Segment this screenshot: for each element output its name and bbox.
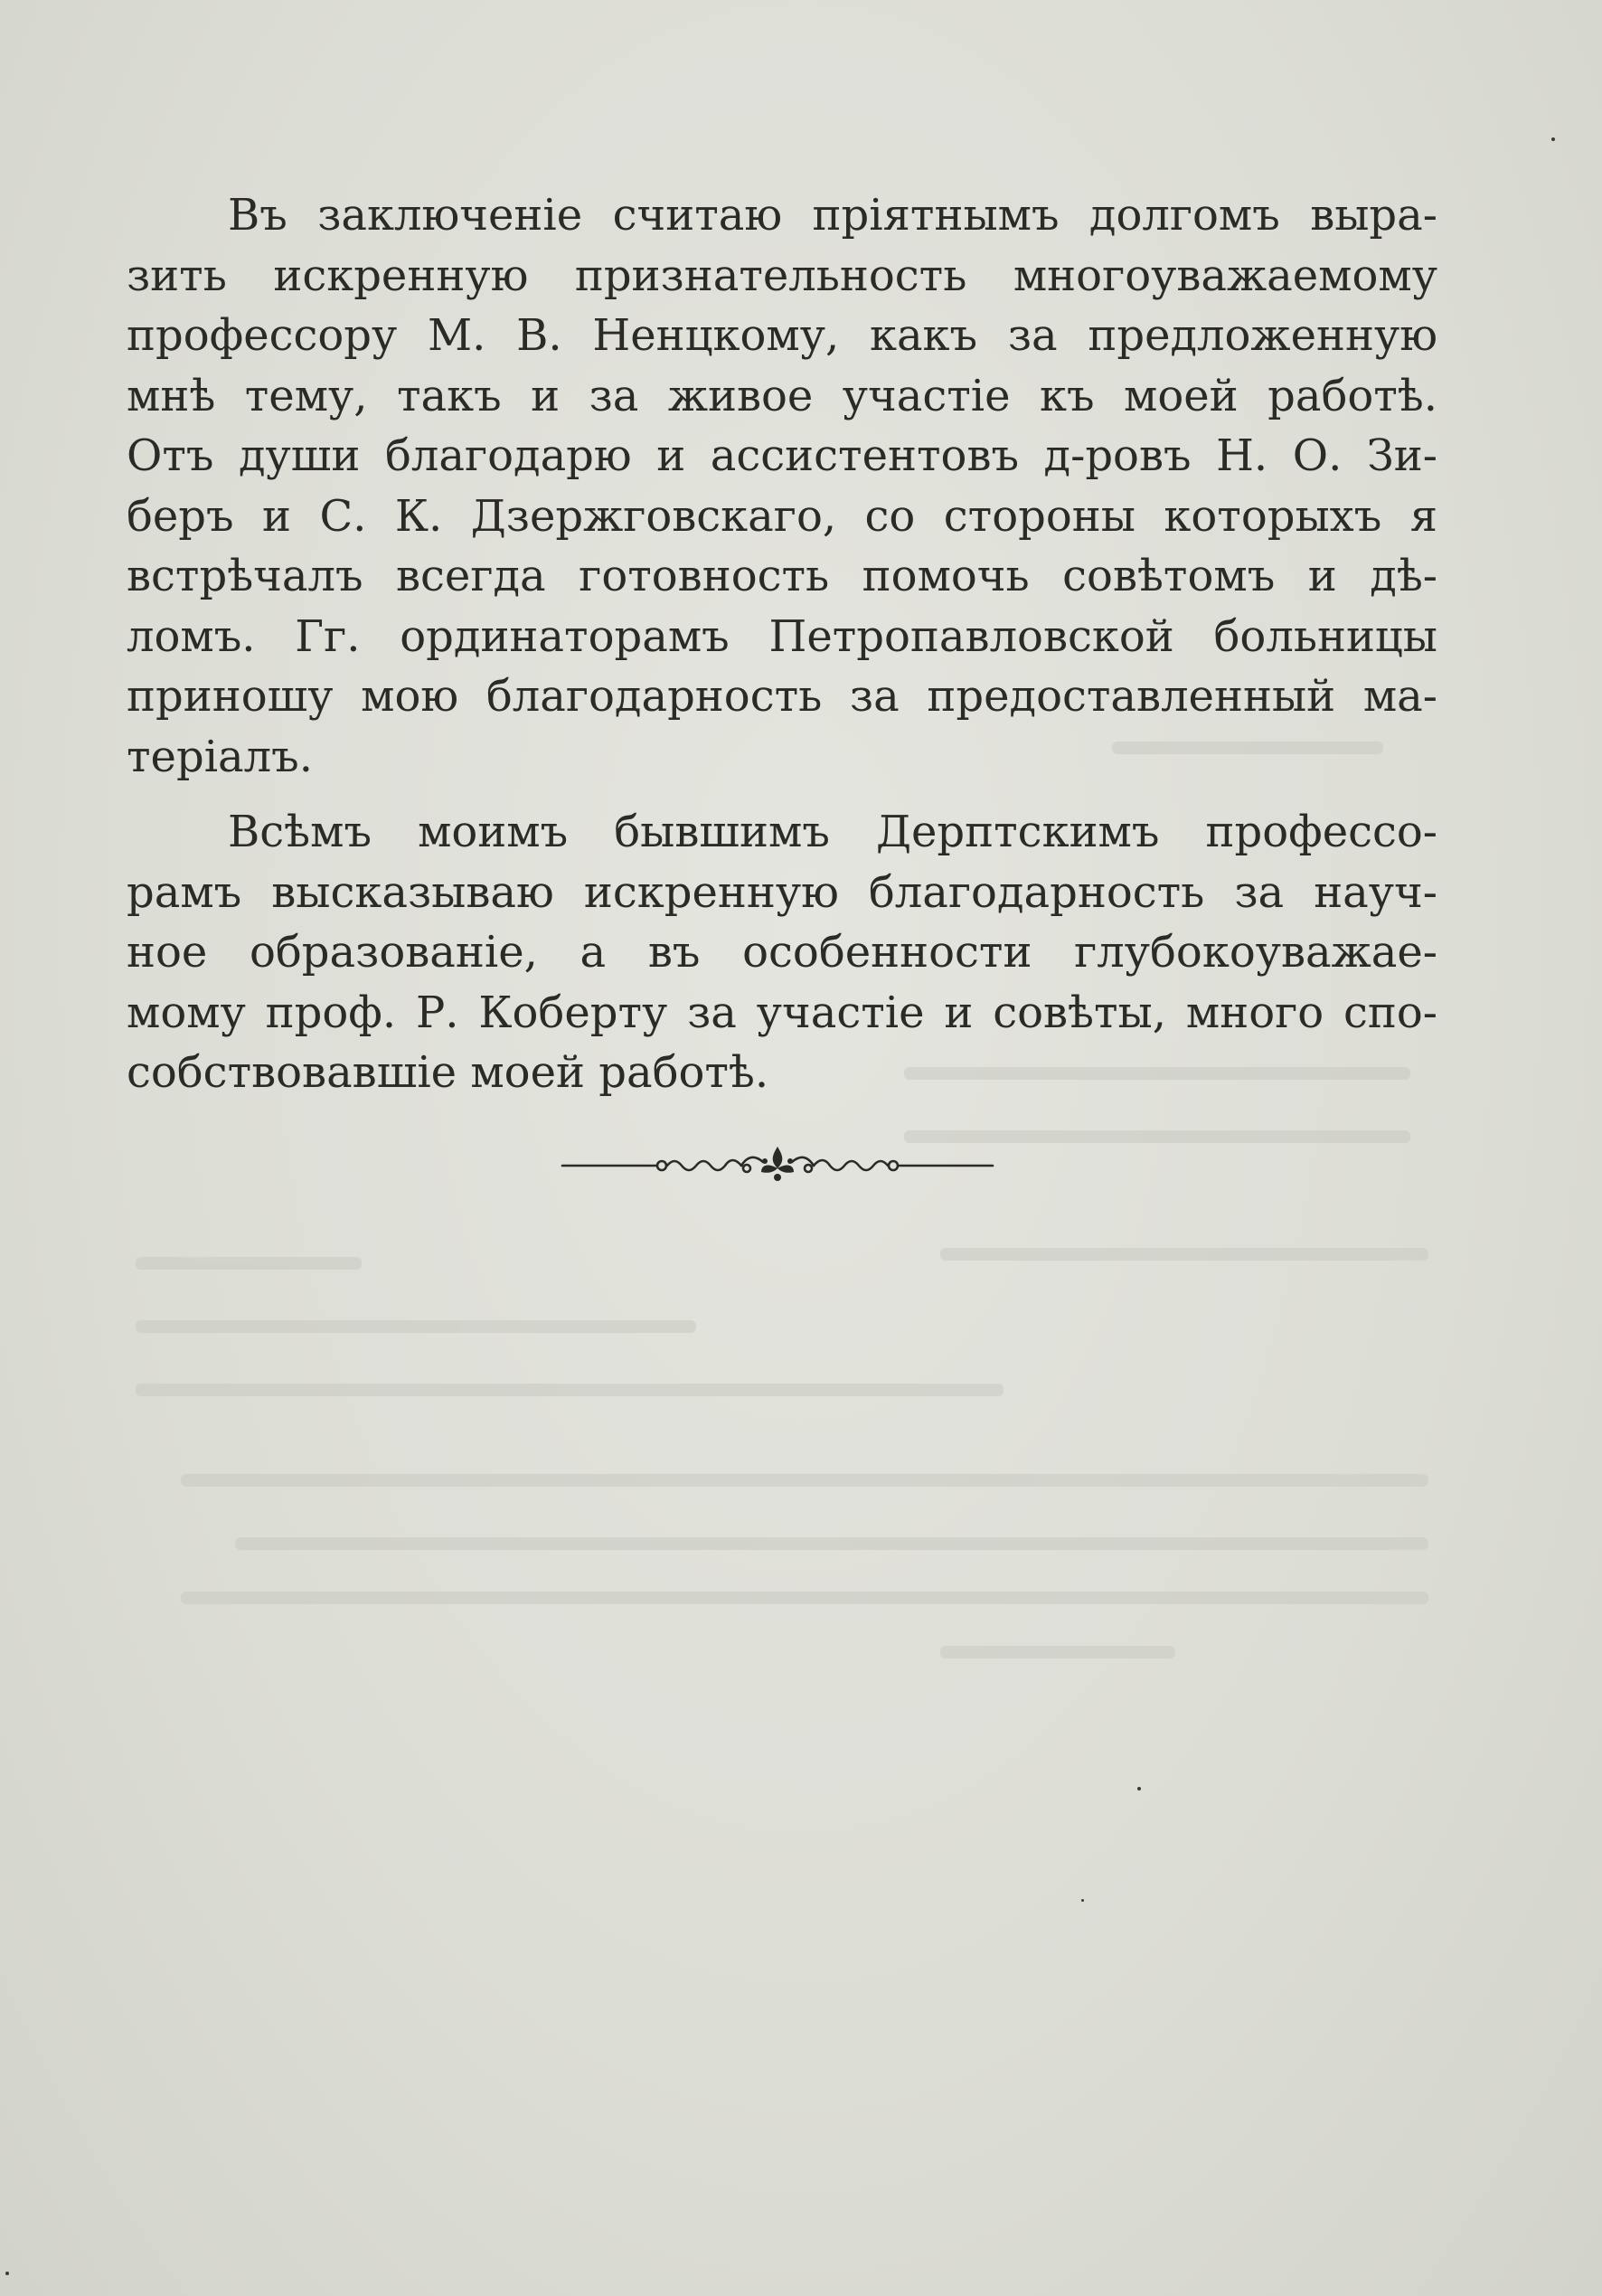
text-line: теріалъ. <box>127 731 313 782</box>
text-line: ное образованіе, а въ особенности глубокоуважае- <box>127 927 1437 978</box>
text-line: собствовавшіе моей работѣ. <box>127 1047 769 1098</box>
body-text <box>127 185 1437 1103</box>
text-line: профессору М. В. Ненцкому, какъ за предложенную <box>127 310 1437 361</box>
text-line: приношу мою благодарность за предоставленный ма- <box>127 671 1437 722</box>
paper-speck <box>1137 1787 1141 1791</box>
paragraph-acknowledgment-2 <box>127 802 1437 1103</box>
text-line: беръ и С. К. Дзержговскаго, со стороны которыхъ я <box>127 490 1437 542</box>
text-line: Всѣмъ моимъ бывшимъ Дерптскимъ профессо- <box>228 807 1437 857</box>
text-line: встрѣчалъ всегда готовность помочь совѣтомъ и дѣ- <box>127 551 1437 601</box>
text-line: мнѣ тему, такъ и за живое участіе къ моей работѣ. <box>127 370 1437 421</box>
paper-speck <box>5 2272 9 2275</box>
paper-speck <box>1551 137 1555 141</box>
flourish-divider-icon <box>561 1141 994 1190</box>
text-line: ломъ. Гг. ординаторамъ Петропавловской больницы <box>127 610 1437 662</box>
text-line: рамъ высказываю искренную благодарность за науч- <box>127 866 1437 918</box>
paragraph-acknowledgment-1 <box>127 185 1437 787</box>
text-line: мому проф. Р. Коберту за участіе и совѣты, много спо- <box>127 987 1437 1038</box>
paragraph-gap <box>127 787 1437 802</box>
text-line: Отъ души благодарю и ассистентовъ д-ровъ Н. О. Зи- <box>127 430 1437 481</box>
text-line: Въ заключеніе считаю пріятнымъ долгомъ выра- <box>228 190 1437 241</box>
text-line: зить искренную признательность многоуважаемому <box>127 250 1437 301</box>
paper-speck <box>1081 1899 1084 1902</box>
